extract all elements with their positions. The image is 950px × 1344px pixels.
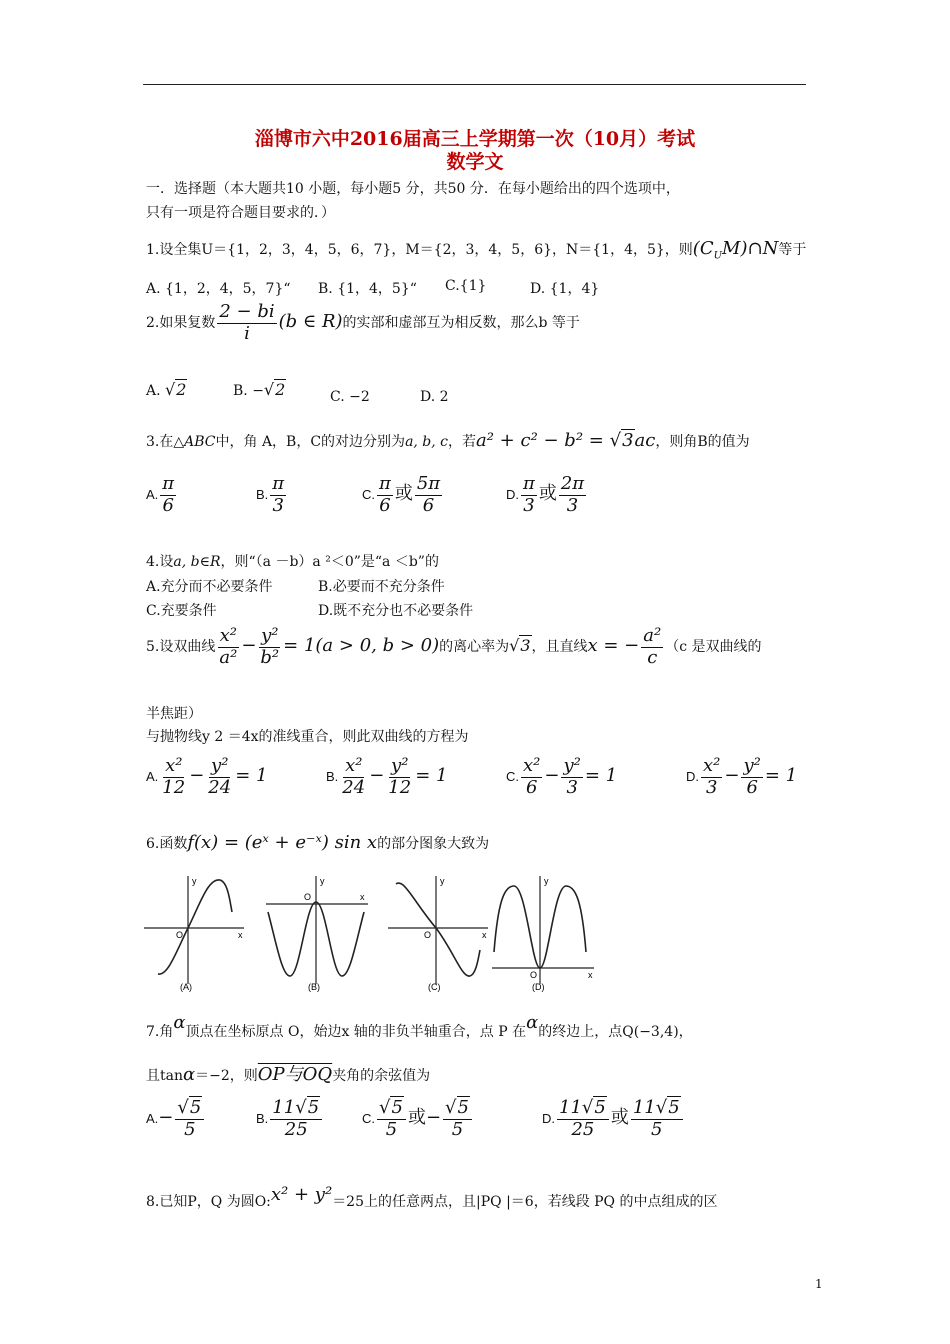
question-4: 4.设a, b∈R，则“（a －b）a ²＜0”是“a ＜b”的 bbox=[146, 554, 439, 570]
q7-option-b: B. $\frac{11√5}{25}$ bbox=[256, 1098, 324, 1140]
q3-option-d: D. $\frac{\pi}{3}$ 或 $\frac{2\pi}{3}$ bbox=[506, 473, 585, 516]
origin-label: O bbox=[176, 930, 184, 940]
q2-option-d: D. 2 bbox=[420, 389, 449, 405]
q6-graphs bbox=[140, 872, 600, 992]
question-5: 5.设双曲线 $\frac{\text{x²}}{\text{a²}}$ − $\frac{\text{y²}}{\text{b²}}$ = 1(a > 0, b > 0)的离心率为√3，且直线x = − $\frac{\text{a²}}{c}$ （c 是双曲线的 bbox=[146, 625, 762, 668]
q2-option-c: C. −2 bbox=[330, 389, 370, 405]
axis-y-label: y bbox=[544, 876, 549, 886]
graph-a bbox=[144, 876, 244, 992]
q7-option-d: D. $\frac{11√5}{25}$ 或 $\frac{11√5}{5}$ bbox=[542, 1098, 685, 1140]
axis-y-label: y bbox=[440, 876, 445, 886]
question-7-line-1: 7.角α顶点在坐标原点 O，始边x 轴的非负半轴重合，点 P 在α的终边上，点Q(−3,4)， bbox=[146, 1012, 693, 1040]
axis-y-label: y bbox=[320, 876, 325, 886]
exam-title: 淄博市六中2016届高三上学期第一次（10月）考试 bbox=[254, 128, 696, 150]
question-3: 3.在△ABC中，角 A，B，C的对边分别为a, b, c，若a² + c² − b² = √3ac，则角B的值为 bbox=[146, 430, 750, 451]
axis-x-label: x bbox=[588, 970, 593, 980]
page-number: 1 bbox=[815, 1277, 823, 1291]
q2-tail: 的实部和虚部互为相反数，那么b 等于 bbox=[342, 315, 580, 332]
graph-d bbox=[492, 876, 594, 992]
graph-label-a: (A) bbox=[180, 982, 192, 992]
question-2 bbox=[146, 302, 580, 344]
question-1 bbox=[146, 238, 806, 262]
axis-y-label: y bbox=[192, 876, 197, 886]
origin-label: O bbox=[424, 930, 432, 940]
q4-option-c: C.充要条件 bbox=[146, 603, 217, 619]
q2-prefix: 2.如果复数 bbox=[146, 315, 216, 332]
graph-label-d: (D) bbox=[532, 982, 545, 992]
q8-formula: x² + y² bbox=[270, 1184, 333, 1205]
q4-option-b: B.必要而不充分条件 bbox=[318, 579, 445, 595]
q7-vectors: OP与OQ bbox=[257, 1064, 333, 1085]
q5-line-2: 半焦距） bbox=[146, 706, 202, 722]
graph-b bbox=[266, 876, 368, 992]
q4-option-d: D.既不充分也不必要条件 bbox=[318, 603, 474, 619]
q2-option-b: B. −√2 bbox=[233, 380, 286, 399]
section-line-1: 一．选择题（本大题共10 小题，每小题5 分，共50 分．在每小题给出的四个选项中， bbox=[146, 181, 680, 197]
q1-formula: $(C_UM)\cap N$ bbox=[692, 238, 779, 262]
q2-option-a: A. √2 bbox=[146, 380, 187, 399]
q5-option-b: B. $\frac{\text{x²}}{24}$ − $\frac{\text{y²}}{12}$ = 1 bbox=[326, 755, 448, 798]
q1-option-b: B. {1，4，5}“ bbox=[318, 281, 417, 297]
q5-option-d: D. $\frac{\text{x²}}{3}$ − $\frac{\text{y²}}{6}$ = 1 bbox=[686, 755, 798, 798]
origin-label: O bbox=[304, 892, 312, 902]
graph-label-b: (B) bbox=[308, 982, 320, 992]
q3-option-c: C. $\frac{\pi}{6}$ 或 $\frac{5\pi}{6}$ bbox=[362, 473, 441, 516]
exam-subtitle: 数学文 bbox=[446, 151, 504, 173]
q7-option-a: A.− $\frac{√5}{5}$ bbox=[146, 1098, 206, 1140]
q1-option-a: A. {1，2，4，5，7}“ bbox=[146, 281, 291, 297]
question-6: 6.函数f(x) = (eˣ + e⁻ˣ) sin x的部分图象大致为 bbox=[146, 832, 490, 853]
graph-c bbox=[388, 876, 488, 992]
q2-condition: (b ∈ R) bbox=[278, 311, 343, 333]
sqrt-icon: √2 bbox=[165, 380, 187, 399]
q3-option-a: A. $\frac{\pi}{6}$ bbox=[146, 473, 175, 516]
graph-label-c: (C) bbox=[428, 982, 441, 992]
q1-option-c: C.{1} bbox=[445, 278, 487, 294]
q1-text: 1.设全集U＝{1，2，3，4，5，6，7}，M＝{2，3，4，5，6}，N＝{1，4，5}，则 bbox=[146, 242, 693, 258]
q5-option-a: A. $\frac{\text{x²}}{12}$ − $\frac{\text{y²}}{24}$ = 1 bbox=[146, 755, 268, 798]
q7-option-c: C. $\frac{√5}{5}$ 或− $\frac{√5}{5}$ bbox=[362, 1098, 474, 1140]
q3-option-b: B. $\frac{\pi}{3}$ bbox=[256, 473, 285, 516]
axis-x-label: x bbox=[238, 930, 243, 940]
q6-formula: f(x) = (eˣ + e⁻ˣ) sin x bbox=[187, 832, 378, 853]
header-rule bbox=[143, 84, 806, 85]
question-8: 8.已知P，Q 为圆O:x² + y²＝25上的任意两点，且|PQ |＝6，若线段 PQ 的中点组成的区 bbox=[146, 1184, 718, 1210]
q5-option-c: C. $\frac{\text{x²}}{6}$ − $\frac{\text{y²}}{3}$ = 1 bbox=[506, 755, 618, 798]
q4-option-a: A.充分而不必要条件 bbox=[146, 579, 273, 595]
q5-line-3: 与抛物线y 2 ＝4x的准线重合，则此双曲线的方程为 bbox=[146, 729, 469, 745]
question-7-line-2: 且tanα＝−2，则OP与OQ夹角的余弦值为 bbox=[146, 1064, 431, 1085]
q2-fraction: $\frac{2 - bi}{i}$ bbox=[219, 301, 275, 344]
sqrt-icon: √2 bbox=[263, 380, 286, 399]
q3-formula: a² + c² − b² = √3ac bbox=[476, 430, 656, 451]
origin-label: O bbox=[530, 970, 538, 980]
section-line-2: 只有一项是符合题目要求的．） bbox=[146, 205, 335, 221]
axis-x-label: x bbox=[482, 930, 487, 940]
q1-option-d: D. {1，4} bbox=[530, 281, 600, 297]
q1-tail: 等于 bbox=[778, 242, 807, 258]
axis-x-label: x bbox=[360, 892, 365, 902]
